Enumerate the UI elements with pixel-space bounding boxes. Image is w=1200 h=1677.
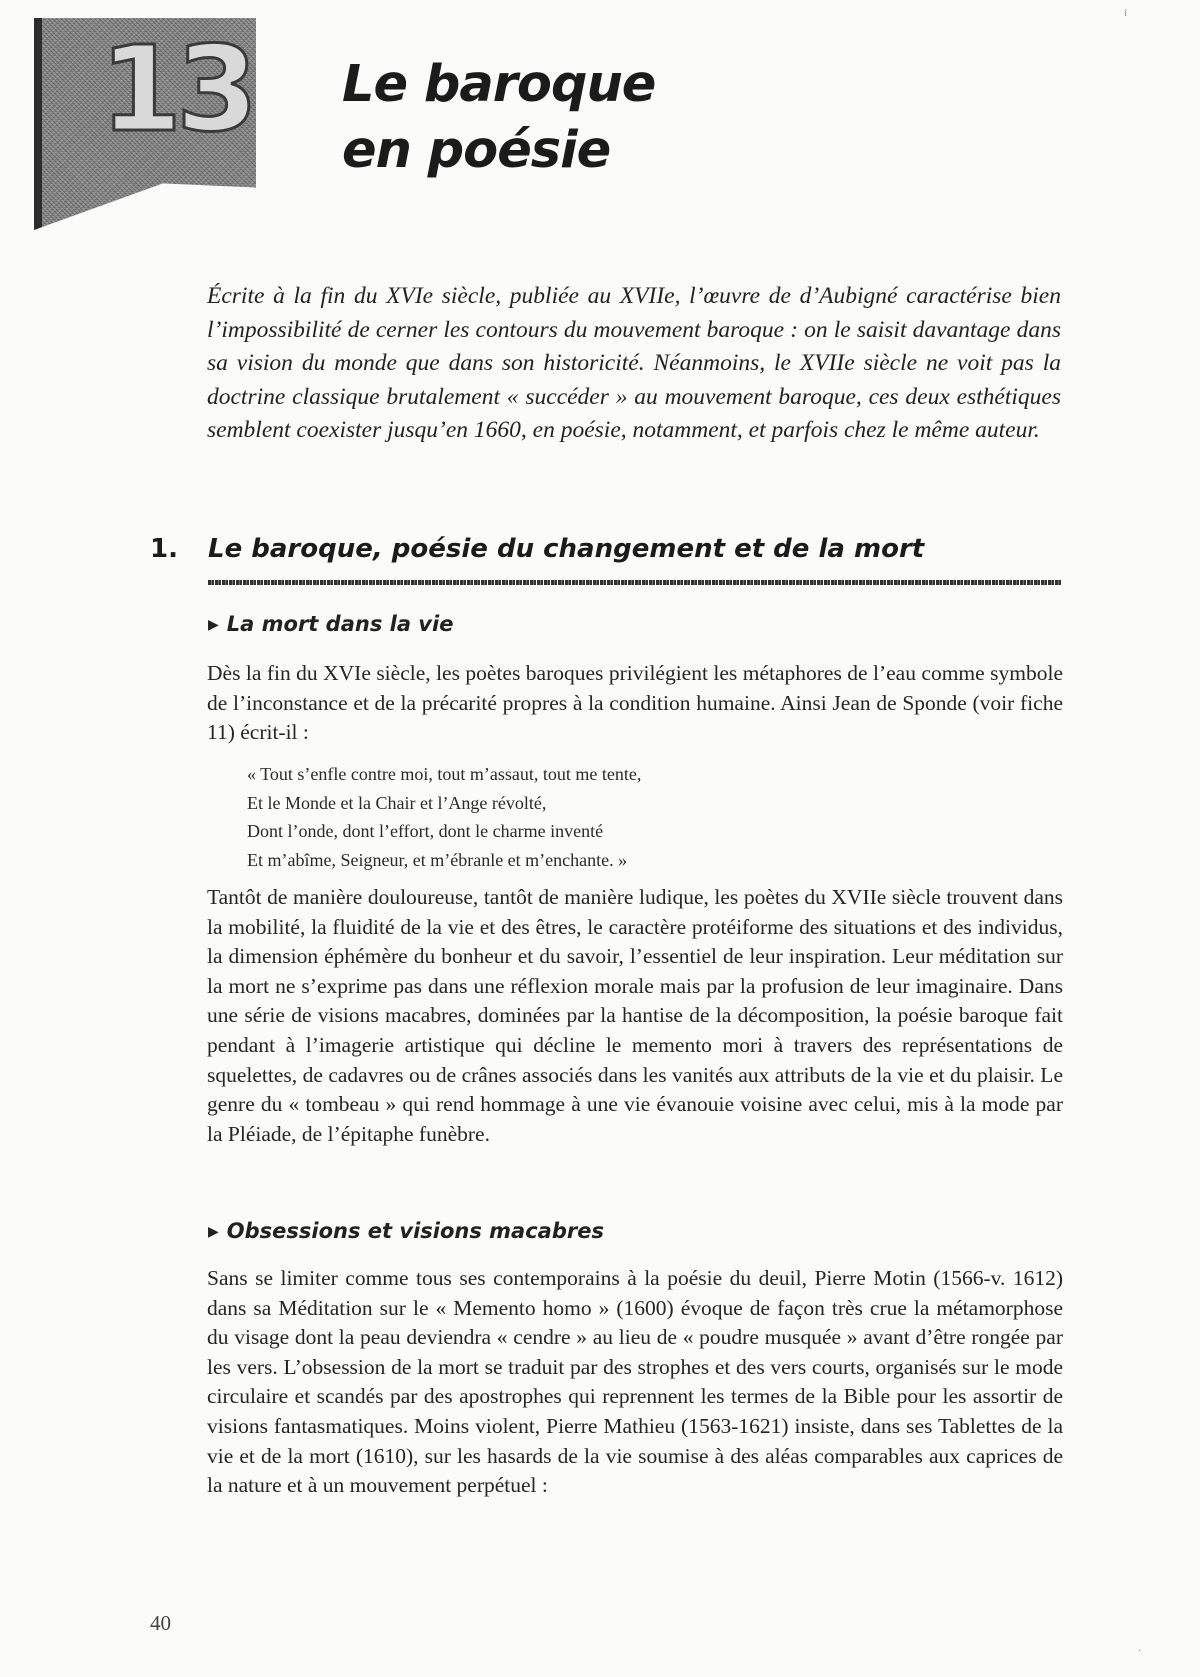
- arrow-bullet-icon: ▶: [208, 1224, 219, 1240]
- chapter-title-line1: Le baroque: [342, 55, 656, 114]
- scan-artifact: ⁞: [1124, 8, 1128, 19]
- paragraph-sponde: Dès la fin du XVIe siècle, les poètes baroques privilégient les métaphores de l’eau comme symbole de l’inconstance et de la précarité propres à la condition humaine. Ainsi Jean de Sponde (voir fiche 11) écrit-il :: [207, 661, 1063, 745]
- paragraph-imagerie: Tantôt de manière douloureuse, tantôt de manière ludique, les poètes du XVIIe siècle trouvent dans la mobilité, la fluidité de la vie et des êtres, le caractère protéiforme des situations et des individus, la dimension éphémère du bonheur et du savoir, l’essentiel de leur inspiration. Leur méditation sur la mort ne s’exprime pas dans une réflexion morale mais par la profusion de leur imaginaire. Dans une série de visions macabres, dominées par la hantise de la décomposition, la poésie baroque fait pendant à l’imagerie artistique qui décline le memento mori à travers des représentations de squelettes, de cadavres ou de crânes associés dans les vanités aux attributs de la vie et du plaisir. Le genre du « tombeau » qui rend hommage à une vie évanouie voisine avec celui, mis à la mode par la Pléiade, de l’épitaphe funèbre.: [207, 885, 1063, 1146]
- section-heading: [150, 534, 1060, 564]
- scan-artifact: ·: [1138, 1646, 1142, 1657]
- subheading-obsessions: [208, 1219, 604, 1243]
- paragraph-motin: Sans se limiter comme tous ses contemporains à la poésie du deuil, Pierre Motin (1566-v. 1612) dans sa Méditation sur le « Memento homo » (1600) évoque de façon très crue la métamorphose du visage dont la peau deviendra « cendre » au lieu de « poudre musquée » avant d’être rongée par les vers. L’obsession de la mort se traduit par des strophes et des vers courts, organisés sur le mode circulaire et scandés par des apostrophes qui reprennent les termes de la Bible pour les assortir de visions fantasmatiques. Moins violent, Pierre Mathieu (1563-1621) insiste, dans ses Tablettes de la vie et de la mort (1610), sur les hasards de la vie soumise à des aléas comparables aux caprices de la nature et à un mouvement perpétuel :: [207, 1266, 1063, 1498]
- sponde-quote: [247, 760, 641, 874]
- section-divider: [208, 580, 1061, 585]
- section-number: 1.: [150, 534, 178, 564]
- chapter-title-line2: en poésie: [342, 121, 611, 180]
- intro-paragraph: Écrite à la fin du XVIe siècle, publiée au XVIIe, l’œuvre de d’Aubigné caractérise bien l’impossibilité de cerner les contours du mouvement baroque : on le saisit davantage dans sa vision du monde que dans son historicité. Néanmoins, le XVIIe siècle ne voit pas la doctrine classique brutalement « succéder » au mouvement baroque, ces deux esthétiques semblent coexister jusqu’en 1660, en poésie, notamment, et parfois chez le même auteur.: [207, 283, 1061, 444]
- section-title: Le baroque, poésie du changement et de la mort: [208, 534, 925, 564]
- chapter-number: 13: [100, 20, 253, 158]
- quote-line: « Tout s’enfle contre moi, tout m’assaut, tout me tente,: [247, 764, 642, 784]
- page-number: 40: [150, 1611, 171, 1635]
- quote-line: Dont l’onde, dont l’effort, dont le charme inventé: [247, 821, 604, 842]
- chapter-title: [342, 52, 655, 184]
- quote-line: Et le Monde et la Chair et l’Ange révolté,: [247, 792, 547, 813]
- subheading-label: Obsessions et visions macabres: [226, 1219, 604, 1243]
- subheading-la-mort: [208, 612, 453, 636]
- quote-line: Et m’abîme, Seigneur, et m’ébranle et m’enchante. »: [247, 849, 628, 870]
- subheading-label: La mort dans la vie: [226, 612, 454, 636]
- arrow-bullet-icon: ▶: [208, 617, 219, 633]
